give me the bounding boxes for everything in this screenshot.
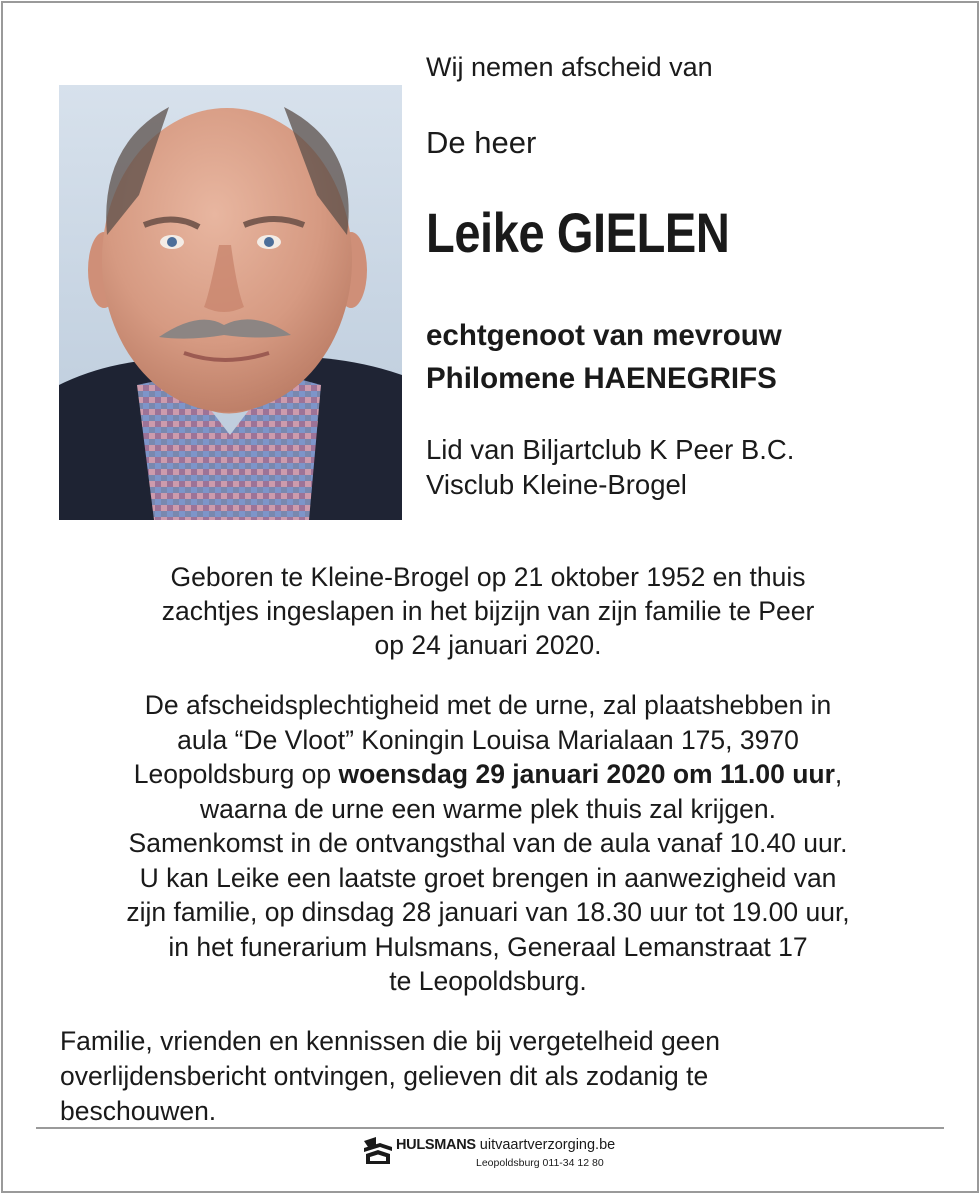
club-line: Visclub Kleine-Brogel [426,469,687,500]
ceremony-location-end: Leopoldsburg op [133,759,339,789]
paragraph-line: overlijdensbericht ontvingen, gelieven dit als zodanig te [60,1061,709,1091]
honorific-title: De heer [426,125,537,160]
paragraph-line: U kan Leike een laatste groet brengen in aanwezigheid van [139,862,837,893]
paragraph-line: zijn familie, op dinsdag 28 januari van 18.30 uur tot 19.00 uur, [126,897,850,927]
paragraph-line: in het funerarium Hulsmans, Generaal Lemanstraat 17 [168,931,808,962]
brand-line [396,1137,615,1153]
paragraph-line: De afscheidsplechtigheid met de urne, zal plaatshebben in [144,690,832,720]
ceremony-paragraph [20,688,956,999]
intro-text: Wij nemen afscheid van [426,52,713,82]
spouse-line: echtgenoot van mevrouw [426,319,782,352]
portrait-illustration [59,85,402,520]
punctuation: , [834,759,843,789]
brand-name: HULSMANS [396,1137,476,1153]
paragraph-line: waarna de urne een warme plek thuis zal krijgen. [200,793,776,824]
ceremony-datetime: woensdag 29 januari 2020 om 11.00 uur [338,759,835,789]
paragraph-line [20,757,956,792]
spouse-block [426,314,782,400]
club-line: Lid van Biljartclub K Peer B.C. [426,434,795,465]
brand-website: uitvaartverzorging.be [475,1137,616,1153]
paragraph-line: Samenkomst in de ontvangsthal van de aula vanaf 10.40 uur. [128,828,848,858]
birth-death-paragraph [20,560,956,662]
deceased-name: Leike GIELEN [426,201,730,264]
footer-divider [36,1127,944,1129]
paragraph-line: Geboren te Kleine-Brogel op 21 oktober 1952 en thuis [170,562,806,592]
club-membership [426,432,794,502]
paragraph-line: op 24 januari 2020. [374,630,602,660]
paragraph-line: zachtjes ingeslapen in het bijzijn van zijn familie te Peer [161,596,815,626]
hulsmans-logo-icon [362,1135,394,1167]
spouse-name: Philomene HAENEGRIFS [426,362,777,395]
paragraph-line: te Leopoldsburg. [389,966,587,996]
paragraph-line: aula “De Vloot” Koningin Louisa Marialaan 175, 3970 [177,724,799,755]
portrait-photo [59,85,402,520]
brand-address: Leopoldsburg 011-34 12 80 [476,1157,604,1169]
closing-note [60,1024,850,1129]
paragraph-line: Familie, vrienden en kennissen die bij vergetelheid geen [60,1026,720,1056]
paragraph-line: beschouwen. [60,1096,217,1126]
